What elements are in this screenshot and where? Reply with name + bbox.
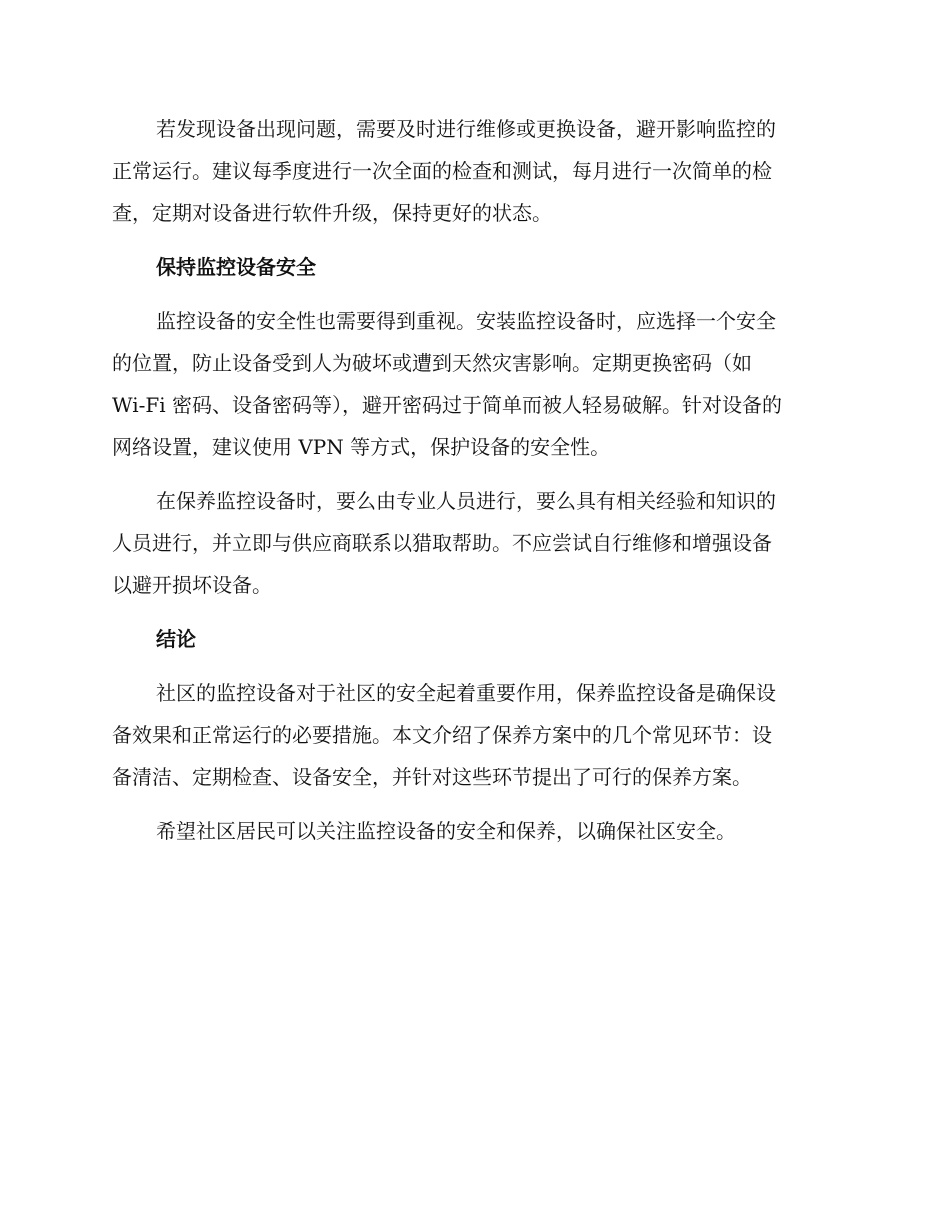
text-line: 备效果和正常运行的必要措施。本文介绍了保养方案中的几个常见环节：设: [112, 723, 772, 747]
text-line: 希望社区居民可以关注监控设备的安全和保养，以确保社区安全。: [156, 819, 736, 843]
text-line: 在保养监控设备时，要么由专业人员进行，要么具有相关经验和知识的: [156, 489, 776, 513]
text-line: 社区的监控设备对于社区的安全起着重要作用，保养监控设备是确保设: [156, 681, 776, 705]
paragraph-maintenance-schedule: [112, 108, 842, 234]
text-line: 查，定期对设备进行软件升级，保持更好的状态。: [112, 201, 552, 225]
paragraph-conclusion: [112, 672, 842, 798]
document-page: [112, 108, 842, 864]
text-line: Wi-Fi 密码、设备密码等），避开密码过于简单而被人轻易破解。针对设备的: [112, 393, 782, 417]
text-line: 备清洁、定期检查、设备安全，并针对这些环节提出了可行的保养方案。: [112, 765, 752, 789]
text-line: 人员进行，并立即与供应商联系以猎取帮助。不应尝试自行维修和增强设备: [112, 531, 772, 555]
text-line: 正常运行。建议每季度进行一次全面的检查和测试，每月进行一次简单的检: [112, 159, 772, 183]
text-line: 监控设备的安全性也需要得到重视。安装监控设备时，应选择一个安全: [156, 309, 776, 333]
paragraph-closing-wish: [112, 810, 842, 852]
text-line: 的位置，防止设备受到人为破坏或遭到天然灾害影响。定期更换密码（如: [112, 351, 752, 375]
paragraph-professional-maintenance: [112, 480, 842, 606]
text-line: 若发现设备出现问题，需要及时进行维修或更换设备，避开影响监控的: [156, 117, 776, 141]
text-line: 网络设置，建议使用 VPN 等方式，保护设备的安全性。: [112, 435, 611, 459]
text-line: 以避开损坏设备。: [112, 573, 272, 597]
section-heading-conclusion: 结论: [156, 627, 196, 651]
section-heading-device-security: 保持监控设备安全: [156, 255, 316, 279]
paragraph-device-security: [112, 300, 842, 468]
